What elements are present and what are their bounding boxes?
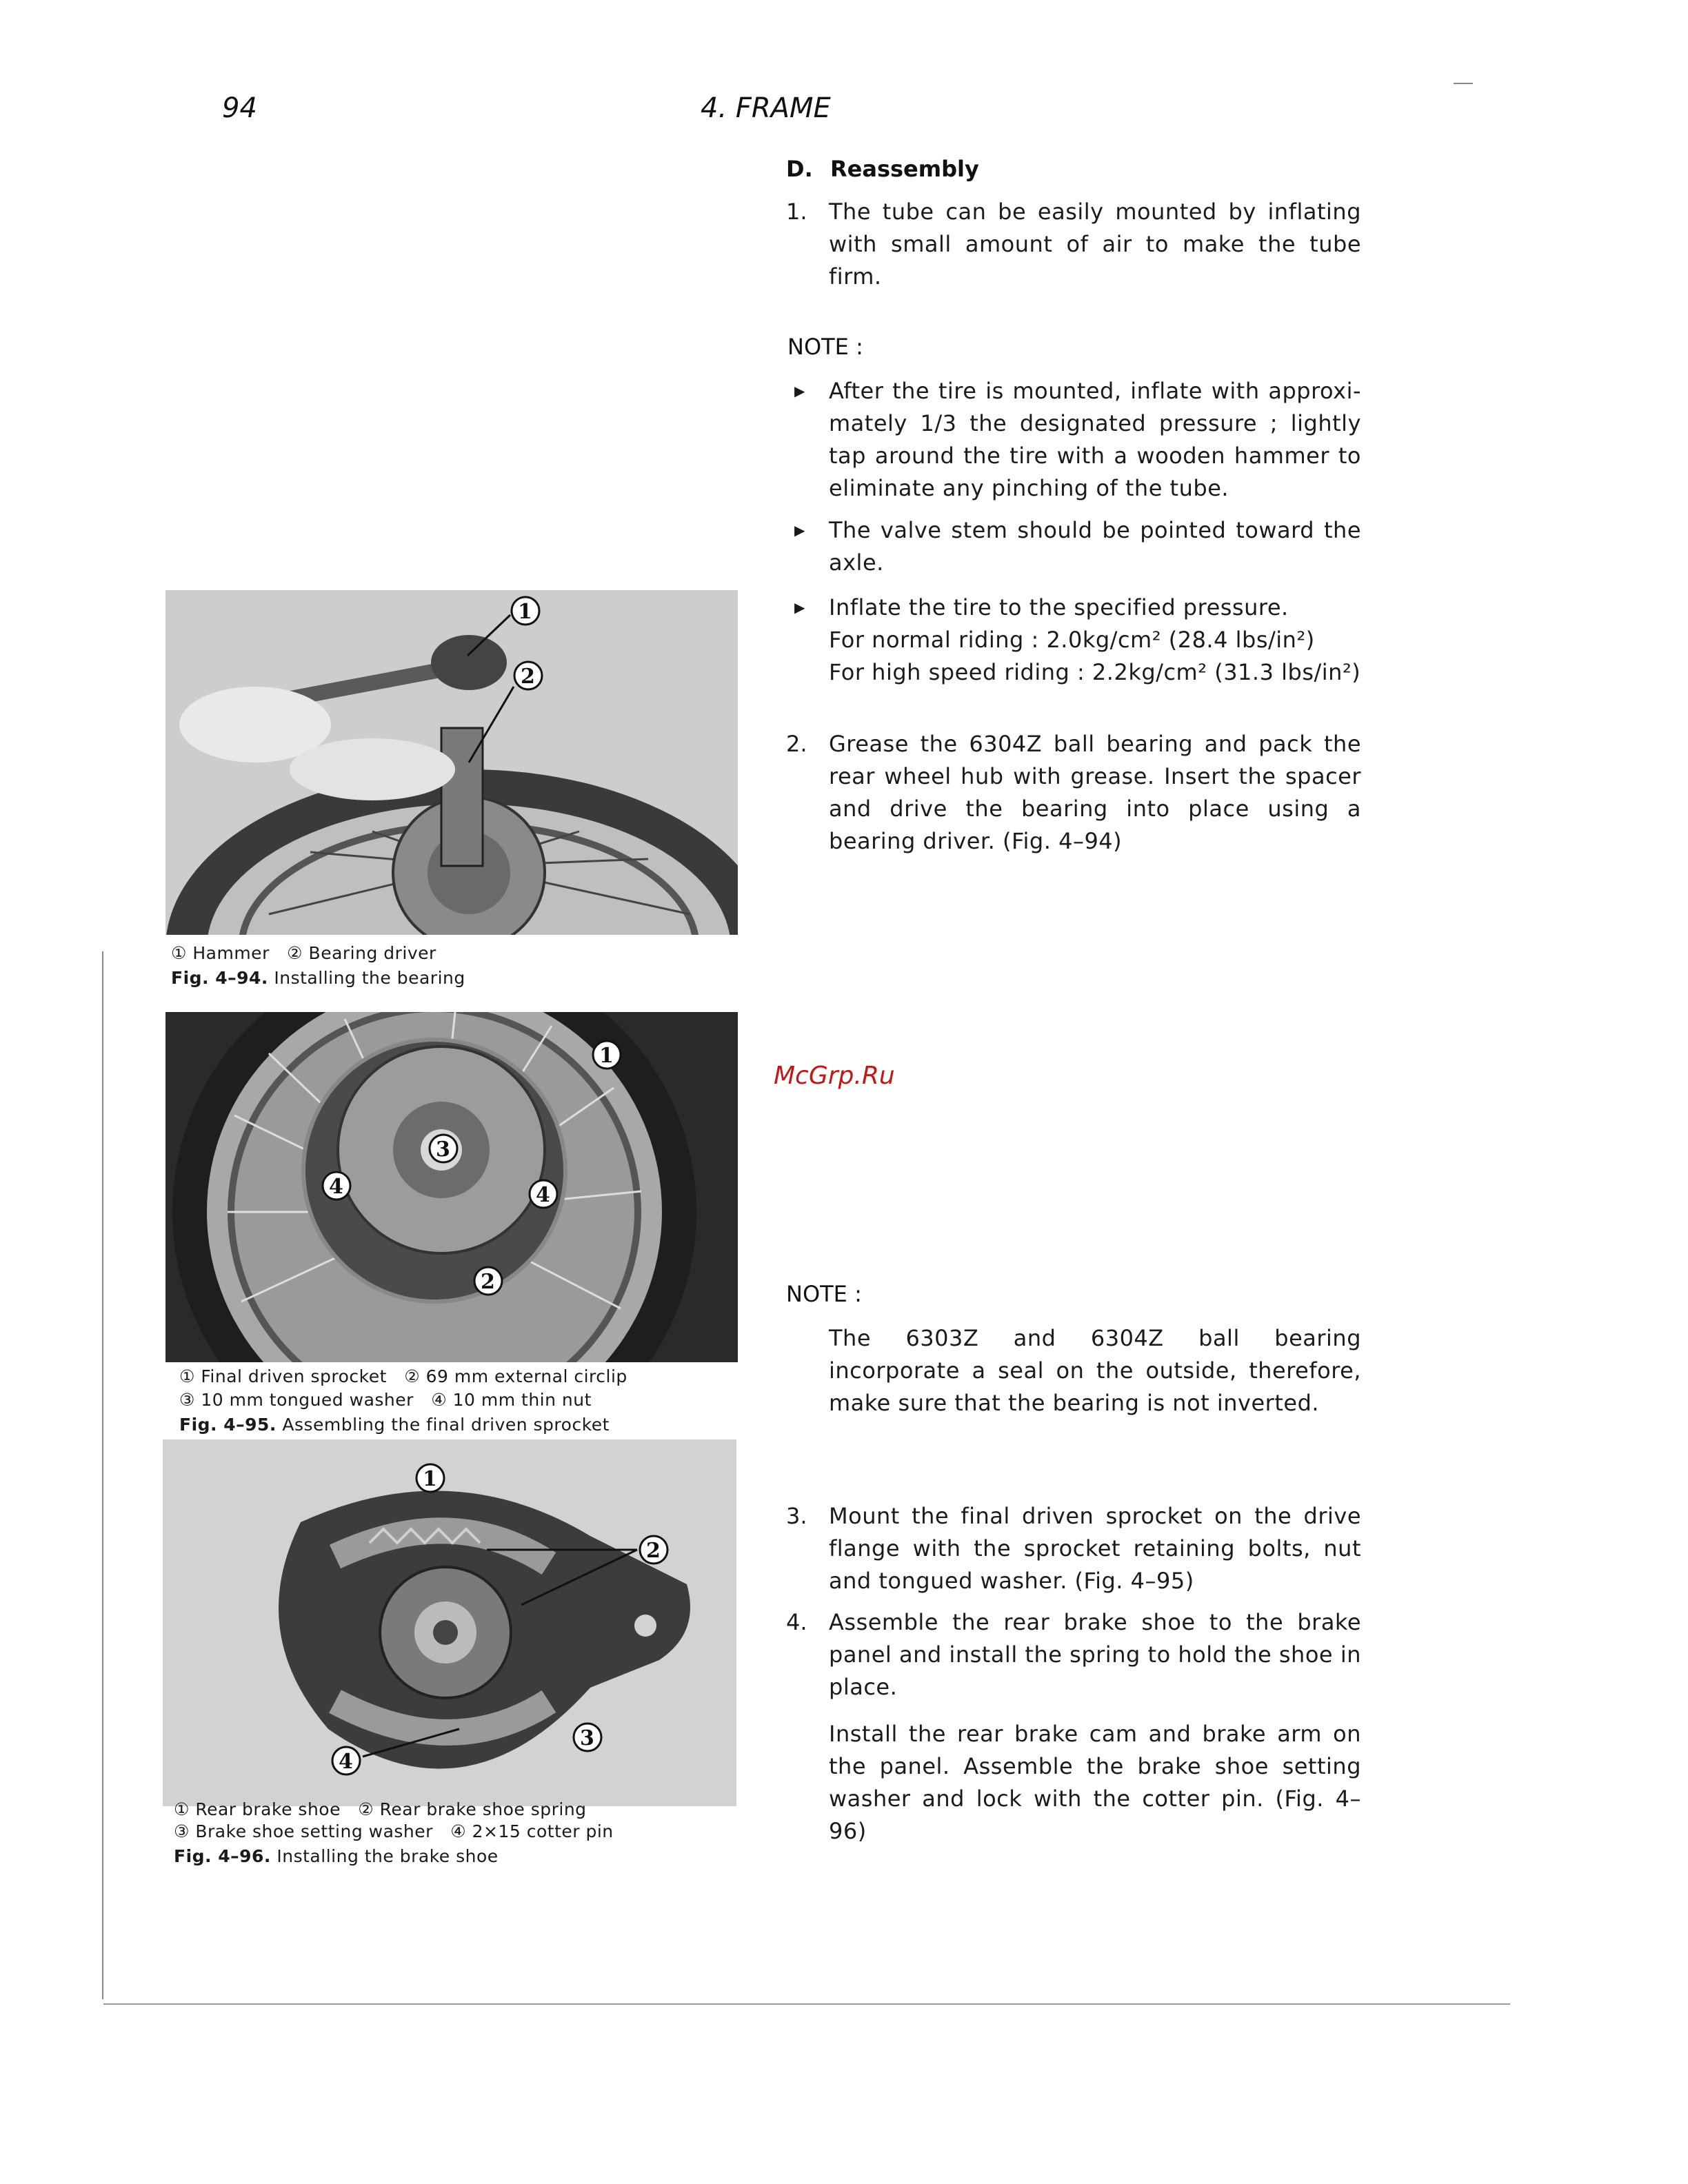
step-number: 3.	[786, 1503, 807, 1529]
step-number: 4.	[786, 1609, 807, 1635]
pressure-high: For high speed riding : 2.2kg/cm² (31.3 lbs/in²)	[829, 659, 1361, 685]
callout-label: 2	[481, 1270, 495, 1294]
step-4-text-2: Install the rear brake cam and brake arm on the panel. Assemble the brake shoe setting washer and lock with the cotter pin. (Fig. 4–96)	[829, 1721, 1361, 1844]
figure-4-96-photo	[163, 1439, 736, 1806]
callout-label: 2	[521, 665, 535, 689]
note-bullet-3: Inflate the tire to the specified pressure.	[829, 594, 1289, 620]
fig-95-legend-2: ③ 10 mm tongued washer ④ 10 mm thin nut	[179, 1390, 592, 1410]
step-2-text: Grease the 6304Z ball bearing and pack the rear wheel hub with grease. Insert the spacer and drive the bearing into place using a bearing driver. (Fig. 4–94)	[829, 731, 1361, 854]
fig-95-caption	[179, 1413, 610, 1436]
figure-4-95-photo	[165, 1012, 738, 1362]
fig-95-label: Fig. 4–95.	[179, 1415, 277, 1435]
scan-edge-top-right	[1454, 83, 1473, 84]
callout-label: 4	[339, 1750, 353, 1774]
fig-95-legend-1: ① Final driven sprocket ② 69 mm external circlip	[179, 1366, 627, 1386]
callout-label: 2	[646, 1539, 661, 1563]
fig-96-legend-2: ③ Brake shoe setting washer ④ 2×15 cotter pin	[174, 1821, 614, 1841]
section-heading: Reassembly	[830, 156, 979, 182]
scan-edge-left	[102, 951, 103, 1999]
callout-label: 1	[423, 1467, 437, 1491]
fig-96-label: Fig. 4–96.	[174, 1846, 271, 1866]
fig-96-title: Installing the brake shoe	[277, 1846, 499, 1866]
callout-label: 4	[536, 1183, 550, 1207]
note-bullet-2: The valve stem should be pointed toward the axle.	[829, 517, 1361, 576]
note-label: NOTE :	[787, 334, 863, 360]
note-2-text: The 6303Z and 6304Z ball bearing incorporate a seal on the outside, therefore, make sure that the bearing is not inverted.	[829, 1325, 1361, 1416]
fig-94-title: Installing the bearing	[274, 968, 465, 988]
bullet-icon: ▶	[794, 599, 805, 616]
fig-94-legend: ① Hammer ② Bearing driver	[171, 943, 436, 963]
sprocket-assembly-illustration	[165, 1012, 738, 1362]
callout-label: 4	[329, 1175, 343, 1199]
figure-4-94-photo	[165, 590, 738, 935]
heading-letter: D.	[786, 156, 813, 182]
section-title: 4. FRAME	[701, 92, 831, 124]
bearing-install-illustration	[165, 590, 738, 935]
fig-96-caption	[174, 1845, 499, 1868]
callout-label: 3	[580, 1726, 594, 1750]
step-1-text: The tube can be easily mounted by inflating with small amount of air to make the tube firm.	[829, 199, 1361, 290]
brake-shoe-illustration	[163, 1439, 736, 1806]
step-4-text: Assemble the rear brake shoe to the brake panel and install the spring to hold the shoe in place.	[829, 1609, 1361, 1700]
callout-label: 1	[599, 1044, 614, 1068]
fig-94-label: Fig. 4–94.	[171, 968, 268, 988]
step-number: 2.	[786, 731, 807, 757]
callout-label: 1	[518, 600, 532, 624]
step-number: 1.	[786, 199, 807, 225]
note-bullet-1: After the tire is mounted, inflate with approxi-mately 1/3 the designated pressure ; lightly tap around the tire with a wooden hammer to eliminate any pinching of the tube.	[829, 378, 1361, 501]
watermark[interactable]: McGrp.Ru	[774, 1062, 895, 1090]
step-3-text: Mount the final driven sprocket on the drive flange with the sprocket retaining bolts, nut and tongued washer. (Fig. 4–95)	[829, 1503, 1361, 1594]
pressure-normal: For normal riding : 2.0kg/cm² (28.4 lbs/in²)	[829, 627, 1315, 653]
page-number: 94	[222, 92, 257, 124]
fig-95-title: Assembling the final driven sprocket	[282, 1415, 610, 1435]
bullet-icon: ▶	[794, 383, 805, 399]
fig-94-caption	[171, 967, 465, 989]
bullet-icon: ▶	[794, 522, 805, 538]
fig-96-legend-1: ① Rear brake shoe ② Rear brake shoe spring	[174, 1799, 587, 1819]
scan-edge-bottom	[103, 2003, 1510, 2005]
note-label: NOTE :	[786, 1281, 862, 1307]
callout-label: 3	[436, 1138, 450, 1162]
